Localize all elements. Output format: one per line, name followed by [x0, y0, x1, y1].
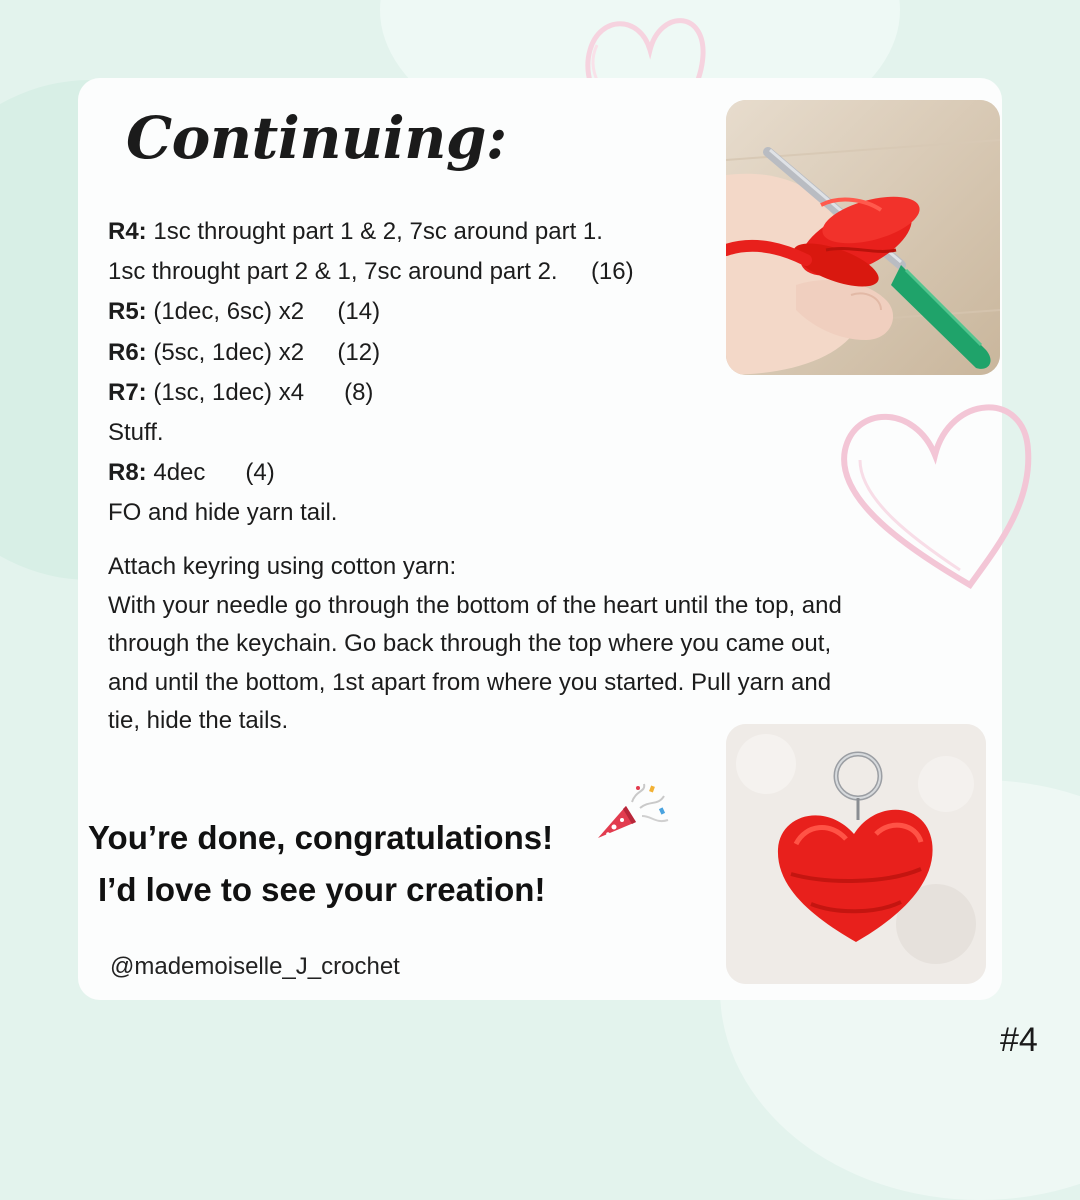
round-line: Stuff.: [108, 419, 164, 447]
social-handle: @mademoiselle_J_crochet: [110, 953, 400, 980]
round-line: FO and hide yarn tail.: [108, 499, 338, 527]
congrats-line: You’re done, congratulations!: [88, 819, 554, 856]
round-line: 1sc throught part 2 & 1, 7sc around part 2. (16): [108, 258, 634, 286]
keyring-instructions: [108, 548, 988, 741]
crochet-hook-photo: [726, 100, 1000, 375]
round-line: R6: (5sc, 1dec) x2 (12): [108, 338, 381, 366]
instruction-line: and until the bottom, 1st apart from where you started. Pull yarn and: [108, 668, 832, 696]
round-line: R5: (1dec, 6sc) x2 (14): [108, 298, 381, 326]
heart-keychain-photo: [726, 724, 986, 984]
round-instructions: [108, 212, 728, 534]
instruction-line: through the keychain. Go back through the top where you came out,: [108, 630, 832, 657]
round-line: R8: 4dec (4): [108, 459, 275, 487]
instruction-line: tie, hide the tails.: [108, 707, 289, 734]
round-line: R7: (1sc, 1dec) x4 (8): [108, 378, 374, 406]
congratulations-message: [88, 812, 553, 916]
round-line: R4: 1sc throught part 1 & 2, 7sc around part 1.: [108, 218, 603, 245]
party-popper-icon: [592, 780, 676, 846]
instruction-line: With your needle go through the bottom of the heart until the top, and: [108, 591, 842, 619]
congrats-line: I’d love to see your creation!: [98, 871, 546, 908]
instruction-heading: Attach keyring using cotton yarn:: [108, 553, 457, 580]
page-title: Continuing:: [126, 104, 507, 172]
page-number: #4: [1000, 1021, 1038, 1059]
